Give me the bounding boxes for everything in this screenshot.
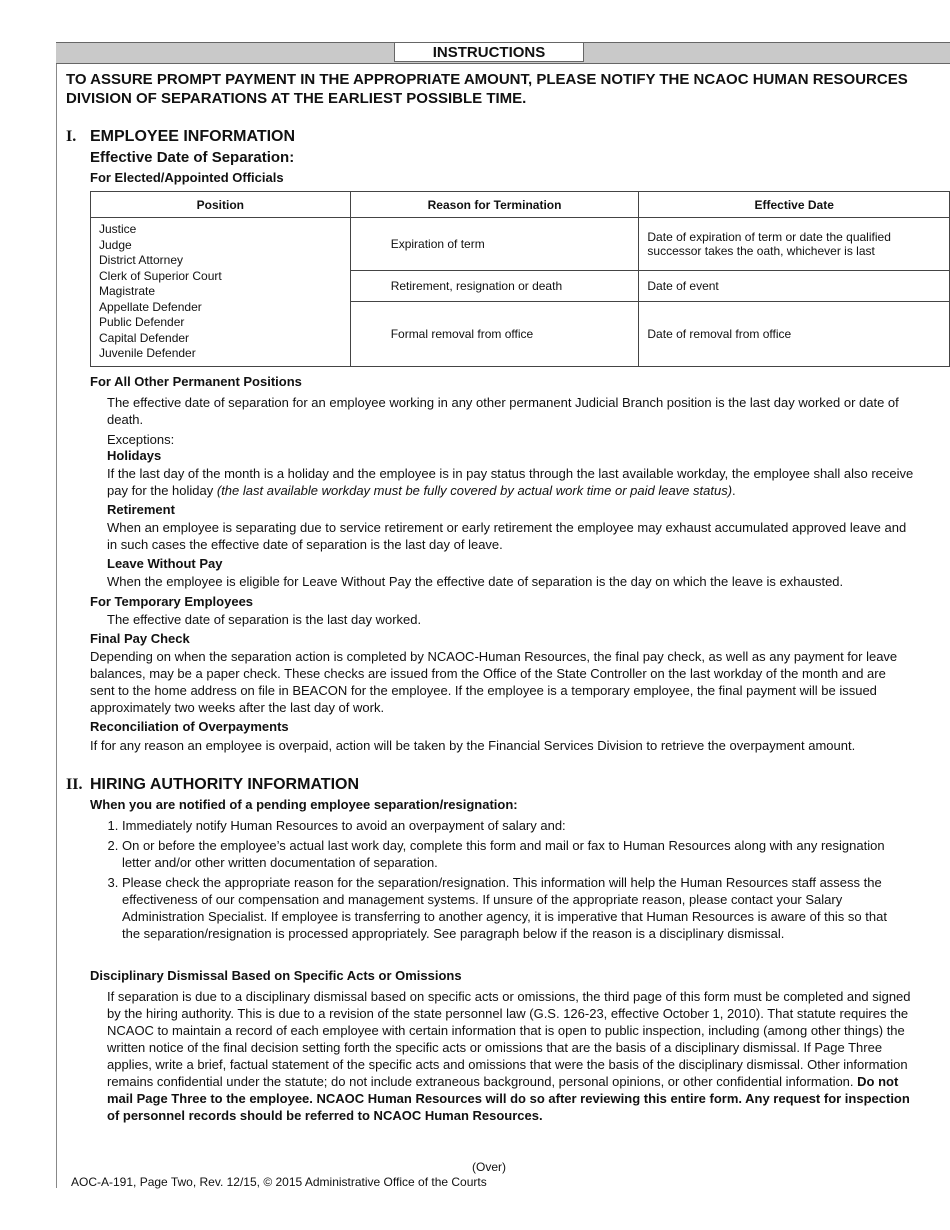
position-item: Appellate Defender [99,299,202,314]
positions-table [90,191,950,367]
list-item: 2. On or before the employee’s actual last work day, complete this form and mail or fax to Human Resources along with any resignation letter and/or other written documentation of separation. [122,837,904,871]
list-item: 3. Please check the appropriate reason for the separation/resignation. This information will help the Human Resources staff assess the effectiveness of our compensation and management systems. If unsure of the appropriate reason, please contact your Salary Administration Specialist. If employee is transferring to another agency, it is imperative that Human Resources is aware of this so that the separation/resignation is processed appropriately. See paragraph below if the reason is a disciplinary dismissal. [122,874,904,942]
section-1-title: EMPLOYEE INFORMATION [90,128,296,145]
holidays-heading: Holidays [107,448,162,463]
notification-steps-list [89,817,904,945]
form-id: AOC-A-191, Page Two, Rev. 12/15, © 2015 Administrative Office of the Courts [71,1175,487,1189]
position-item: Magistrate [99,284,156,298]
final-pay-text: Depending on when the separation action is completed by NCAOC-Human Resources, the final pay check, as well as any payment for leave balances, may be a paper check. These checks are issued from the Office of the State Controller on the last workday of the month and are sent to the home address on file in BEACON for the employee. If the employee is a temporary employee, the final payment will be issued approximately two weeks after the last day of work. [90,649,898,715]
permanent-positions-text: The effective date of separation for an employee working in any other permanent Judicial Branch position is the last day worked or date of death. [107,395,899,427]
temporary-employees-text: The effective date of separation is the last day worked. [107,612,422,627]
section-2-number: II. [66,776,83,793]
position-item: Justice [99,222,137,236]
leave-without-pay-text: When the employee is eligible for Leave Without Pay the effective date of separation is the day on which the leave is exhausted. [107,574,844,589]
table-cell-reason: Formal removal from office [350,302,639,367]
positions-cell [91,218,351,367]
disciplinary-bold-note: Do not mail Page Three to the employee. NCAOC Human Resources will do so after reviewing this entire form. Any request for inspection of personnel records should be referred to NCAOC Human Resources. [107,1074,910,1123]
holidays-italic: (the last available workday must be fully covered by actual work time or paid leave status) [216,483,733,498]
list-item: 1. Immediately notify Human Resources to avoid an overpayment of salary and: [122,817,904,834]
column-header-position: Position [91,192,351,218]
over-label: (Over) [472,1160,506,1174]
disciplinary-dismissal-text: If separation is due to a disciplinary dismissal based on specific acts or omissions, the third page of this form must be completed and signed by the hiring authority. This is due to a revision of the state personnel law (G.S. 126-23, effective October 1, 2010). That statute requires the NCAOC to maintain a record of each employee with certain information that is open to public inspection, including (among other things) the written notice of the final decision setting forth the specific acts or omissions that are the basis of a disciplinary dismissal. If Page Three applies, write a brief, factual statement of the specific acts and omissions that were the basis of the disciplinary dismissal. Other information remains confidential under the statute; do not include extraneous background, personal opinions, or other confidential information. Do not mail Page Three to the employee. NCAOC Human Resources will do so after reviewing this entire form. Any request for inspection of personnel records should be referred to NCAOC Human Resources. [107,989,911,1123]
retirement-heading: Retirement [107,502,175,517]
exceptions-label: Exceptions: [107,432,175,447]
notice-text: TO ASSURE PROMPT PAYMENT IN THE APPROPRIATE AMOUNT, PLEASE NOTIFY THE NCAOC HUMAN RESOURCES DIVISION OF SEPARATIONS AT THE EARLIEST POSSIBLE TIME. [66,71,908,107]
section-1-number: I. [66,128,77,145]
leave-without-pay-heading: Leave Without Pay [107,556,223,571]
holidays-text: If the last day of the month is a holiday and the employee is in pay status through the last available workday, the employee shall also receive pay for the holiday (the last available workday must be fully covered by actual work time or paid leave status). [107,466,914,498]
column-header-effective-date: Effective Date [639,192,950,218]
position-item: Capital Defender [99,330,190,345]
permanent-positions-heading: For All Other Permanent Positions [90,374,302,389]
temporary-employees-heading: For Temporary Employees [90,594,254,609]
position-item: Juvenile Defender [99,346,196,360]
position-item: Clerk of Superior Court [99,268,222,283]
reconciliation-text: If for any reason an employee is overpaid, action will be taken by the Financial Services Division to retrieve the overpayment amount. [90,738,856,753]
instructions-title: INSTRUCTIONS [394,42,584,62]
section-2-title: HIRING AUTHORITY INFORMATION [90,776,360,793]
effective-date-heading: Effective Date of Separation: [90,149,295,166]
table-cell-effective: Date of removal from office [639,302,950,367]
final-pay-heading: Final Pay Check [90,631,190,646]
position-item: Judge [99,237,132,252]
left-border-line [56,42,57,1188]
position-item: Public Defender [99,315,185,329]
table-cell-effective: Date of event [639,271,950,302]
retirement-text: When an employee is separating due to service retirement or early retirement the employee may exhaust accumulated approved leave and in such cases the effective date of separation is the last day of leave. [107,520,907,552]
disciplinary-dismissal-heading: Disciplinary Dismissal Based on Specific Acts or Omissions [90,968,462,983]
table-cell-reason: Expiration of term [350,218,639,271]
table-cell-reason: Retirement, resignation or death [350,271,639,302]
column-header-reason: Reason for Termination [350,192,639,218]
notified-heading: When you are notified of a pending employee separation/resignation: [90,797,518,812]
reconciliation-heading: Reconciliation of Overpayments [90,719,289,734]
position-item: District Attorney [99,253,184,267]
elected-officials-heading: For Elected/Appointed Officials [90,170,284,185]
table-cell-effective: Date of expiration of term or date the qualified successor takes the oath, whichever is last [639,218,950,271]
